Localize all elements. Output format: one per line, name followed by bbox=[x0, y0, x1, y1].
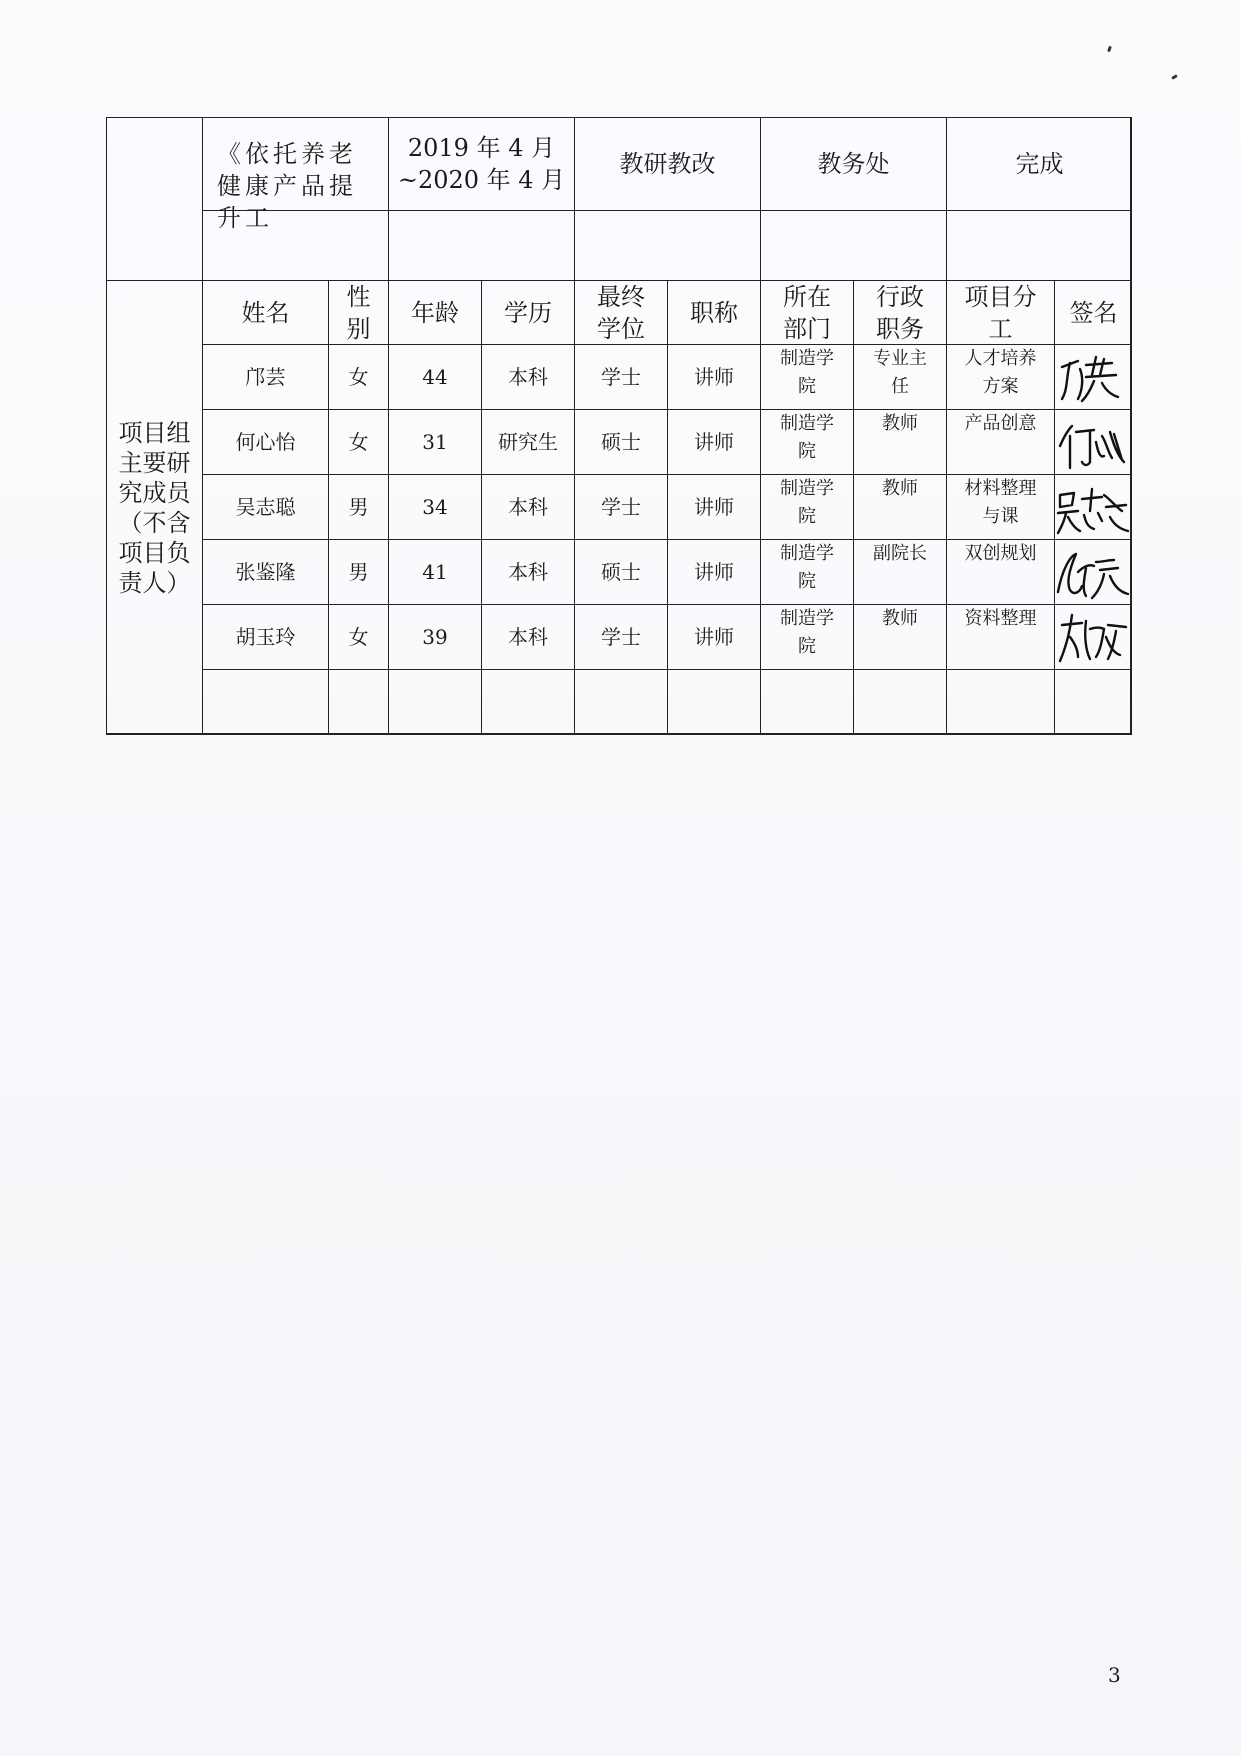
member-name-cell bbox=[202, 604, 328, 669]
member-signature-cell bbox=[1054, 539, 1132, 604]
handwritten-signature bbox=[1056, 412, 1132, 472]
member-position: 教师 bbox=[882, 478, 918, 499]
blank-cell bbox=[328, 669, 388, 735]
member-education: 研究生 bbox=[498, 430, 558, 454]
project-name-cell bbox=[202, 117, 388, 232]
member-section-label: 项目组主要研究成员（不含项目负责人） bbox=[118, 419, 191, 597]
member-title-cell bbox=[667, 344, 760, 409]
member-gender-cell bbox=[328, 604, 388, 669]
header-name bbox=[202, 280, 328, 344]
blank-cell bbox=[667, 669, 760, 735]
member-name: 何心怡 bbox=[235, 430, 296, 454]
member-degree-cell bbox=[574, 474, 667, 539]
member-role: 人才培养方案 bbox=[964, 348, 1037, 397]
member-dept-cell bbox=[760, 474, 853, 539]
member-section-label-cell bbox=[106, 280, 202, 735]
member-degree: 学士 bbox=[601, 495, 641, 519]
member-age-cell bbox=[388, 539, 481, 604]
member-title-cell bbox=[667, 604, 760, 669]
member-education: 本科 bbox=[508, 365, 548, 389]
member-title: 讲师 bbox=[694, 495, 734, 519]
member-dept-cell bbox=[760, 539, 853, 604]
member-degree-cell bbox=[574, 604, 667, 669]
header-dept bbox=[760, 280, 853, 344]
member-degree-cell bbox=[574, 344, 667, 409]
member-dept-cell bbox=[760, 604, 853, 669]
member-title-cell bbox=[667, 474, 760, 539]
member-gender-cell bbox=[328, 409, 388, 474]
header-title-text: 职称 bbox=[690, 298, 738, 327]
blank-cell bbox=[946, 210, 1132, 280]
header-signature bbox=[1054, 280, 1132, 344]
header-role-text: 项目分工 bbox=[964, 282, 1037, 343]
header-role bbox=[946, 280, 1054, 344]
member-degree: 硕士 bbox=[601, 430, 641, 454]
member-education-cell bbox=[481, 474, 574, 539]
member-name: 邝芸 bbox=[245, 365, 286, 389]
member-name: 张鉴隆 bbox=[235, 560, 296, 584]
header-name-text: 姓名 bbox=[241, 298, 290, 327]
member-title-cell bbox=[667, 539, 760, 604]
member-gender: 男 bbox=[348, 560, 369, 584]
page-number: 3 bbox=[1108, 1663, 1121, 1687]
member-education-cell bbox=[481, 539, 574, 604]
member-position: 教师 bbox=[882, 608, 918, 629]
blank-cell bbox=[202, 669, 328, 735]
member-degree-cell bbox=[574, 539, 667, 604]
member-dept: 制造学院 bbox=[780, 608, 834, 657]
member-title: 讲师 bbox=[694, 625, 734, 649]
member-age: 39 bbox=[422, 625, 448, 649]
member-dept: 制造学院 bbox=[780, 478, 834, 527]
member-position-cell bbox=[853, 604, 946, 669]
status-cell bbox=[946, 117, 1132, 210]
blank-cell bbox=[853, 669, 946, 735]
member-signature-cell bbox=[1054, 344, 1132, 409]
member-role-cell bbox=[946, 604, 1054, 669]
member-role: 产品创意 bbox=[964, 413, 1037, 434]
member-name-cell bbox=[202, 409, 328, 474]
member-education: 本科 bbox=[508, 560, 548, 584]
member-role: 材料整理与课 bbox=[964, 478, 1037, 527]
blank-corner-cell bbox=[106, 117, 202, 280]
header-dept-text: 所在部门 bbox=[783, 282, 831, 343]
blank-cell bbox=[388, 210, 574, 280]
member-signature-cell bbox=[1054, 474, 1132, 539]
member-role-cell bbox=[946, 474, 1054, 539]
member-dept-cell bbox=[760, 344, 853, 409]
project-status: 完成 bbox=[1015, 150, 1064, 178]
member-age-cell bbox=[388, 474, 481, 539]
header-education-text: 学历 bbox=[504, 298, 552, 327]
member-gender: 女 bbox=[348, 365, 369, 389]
member-name: 吴志聪 bbox=[235, 495, 296, 519]
header-age bbox=[388, 280, 481, 344]
member-dept: 制造学院 bbox=[780, 543, 834, 592]
member-age: 44 bbox=[422, 365, 448, 389]
header-position-text: 行政职务 bbox=[876, 282, 924, 343]
blank-cell bbox=[760, 210, 946, 280]
project-name: 《依托养老健康产品提升工 bbox=[217, 140, 357, 232]
header-degree-text: 最终学位 bbox=[597, 282, 645, 343]
blank-cell bbox=[1054, 669, 1132, 735]
member-dept-cell bbox=[760, 409, 853, 474]
header-education bbox=[481, 280, 574, 344]
blank-cell bbox=[202, 210, 388, 280]
header-position bbox=[853, 280, 946, 344]
member-age: 34 bbox=[422, 495, 448, 519]
member-gender: 男 bbox=[348, 495, 369, 519]
member-age: 31 bbox=[422, 430, 448, 454]
member-role-cell bbox=[946, 344, 1054, 409]
blank-cell bbox=[946, 669, 1054, 735]
category-cell bbox=[574, 117, 760, 210]
member-education-cell bbox=[481, 344, 574, 409]
member-position: 教师 bbox=[882, 413, 918, 434]
blank-cell bbox=[574, 210, 760, 280]
member-name: 胡玉玲 bbox=[235, 625, 296, 649]
member-age-cell bbox=[388, 604, 481, 669]
header-gender bbox=[328, 280, 388, 344]
member-title: 讲师 bbox=[694, 560, 734, 584]
project-period: 2019 年 4 月 ~2020 年 4 月 bbox=[397, 134, 566, 194]
blank-cell bbox=[574, 669, 667, 735]
member-gender: 女 bbox=[348, 430, 369, 454]
member-position-cell bbox=[853, 344, 946, 409]
member-position: 副院长 bbox=[873, 543, 927, 564]
member-title-cell bbox=[667, 409, 760, 474]
member-title: 讲师 bbox=[694, 430, 734, 454]
handwritten-signature bbox=[1056, 347, 1132, 407]
member-signature-cell bbox=[1054, 604, 1132, 669]
member-education-cell bbox=[481, 604, 574, 669]
handwritten-signature bbox=[1056, 477, 1132, 537]
member-name-cell bbox=[202, 539, 328, 604]
header-degree bbox=[574, 280, 667, 344]
member-role: 双创规划 bbox=[964, 543, 1037, 564]
blank-cell bbox=[760, 669, 853, 735]
header-title bbox=[667, 280, 760, 344]
member-position-cell bbox=[853, 474, 946, 539]
member-degree-cell bbox=[574, 409, 667, 474]
member-position-cell bbox=[853, 539, 946, 604]
header-gender-text: 性别 bbox=[346, 282, 371, 343]
member-education: 本科 bbox=[508, 495, 548, 519]
handwritten-signature bbox=[1056, 542, 1132, 602]
member-degree: 硕士 bbox=[601, 560, 641, 584]
member-dept: 制造学院 bbox=[780, 413, 834, 462]
header-signature-text: 签名 bbox=[1069, 298, 1118, 327]
member-name-cell bbox=[202, 474, 328, 539]
member-position-cell bbox=[853, 409, 946, 474]
member-signature-cell bbox=[1054, 409, 1132, 474]
member-gender-cell bbox=[328, 344, 388, 409]
member-age-cell bbox=[388, 344, 481, 409]
blank-cell bbox=[481, 669, 574, 735]
member-education: 本科 bbox=[508, 625, 548, 649]
member-role-cell bbox=[946, 539, 1054, 604]
member-gender-cell bbox=[328, 539, 388, 604]
project-department: 教务处 bbox=[817, 150, 890, 178]
member-role-cell bbox=[946, 409, 1054, 474]
member-gender: 女 bbox=[348, 625, 369, 649]
period-cell bbox=[388, 117, 574, 210]
member-degree: 学士 bbox=[601, 365, 641, 389]
handwritten-signature bbox=[1056, 607, 1132, 667]
project-category: 教研教改 bbox=[619, 150, 716, 178]
member-dept: 制造学院 bbox=[780, 348, 834, 397]
member-degree: 学士 bbox=[601, 625, 641, 649]
department-cell bbox=[760, 117, 946, 210]
member-name-cell bbox=[202, 344, 328, 409]
member-role: 资料整理 bbox=[964, 608, 1037, 629]
member-education-cell bbox=[481, 409, 574, 474]
member-position: 专业主任 bbox=[873, 348, 927, 397]
blank-cell bbox=[388, 669, 481, 735]
member-gender-cell bbox=[328, 474, 388, 539]
member-age-cell bbox=[388, 409, 481, 474]
member-age: 41 bbox=[422, 560, 448, 584]
header-age-text: 年龄 bbox=[411, 298, 459, 327]
member-title: 讲师 bbox=[694, 365, 734, 389]
